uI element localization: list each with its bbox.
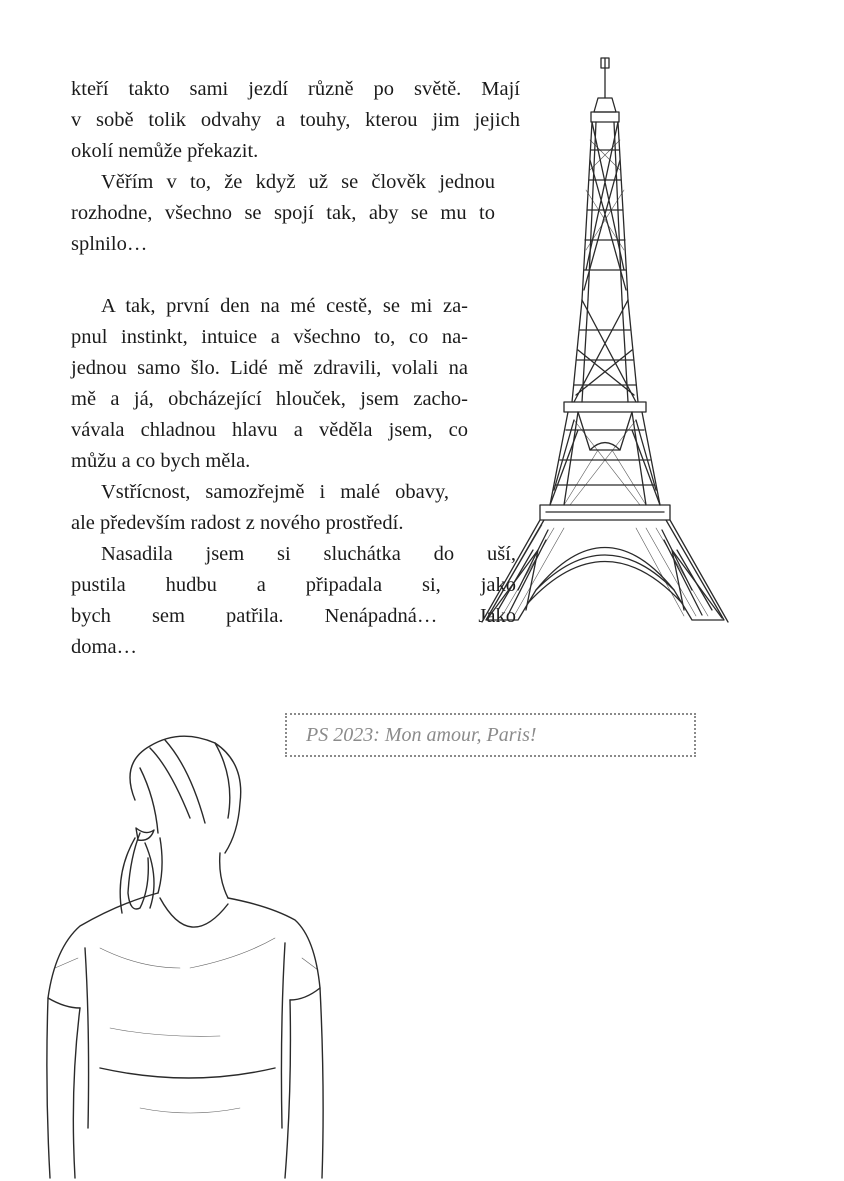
text-line: okolí nemůže překazit. bbox=[71, 140, 259, 162]
ps-note bbox=[285, 713, 696, 757]
text-line: rozhodne, všechno se spojí tak, aby se mu to bbox=[71, 202, 495, 224]
text-line: mě a já, obcházející hlouček, jsem zacho- bbox=[71, 388, 468, 410]
ps-note-text: PS 2023: Mon amour, Paris! bbox=[306, 724, 537, 746]
text-line: v sobě tolik odvahy a touhy, kterou jim jejich bbox=[71, 109, 520, 131]
text-line: ale především radost z nového prostředí. bbox=[71, 512, 404, 534]
text-line: splnilo… bbox=[71, 233, 148, 255]
text-line: pustila hudbu a připadala si, jako bbox=[71, 574, 516, 596]
text-line: doma… bbox=[71, 636, 138, 658]
paragraph-gap bbox=[71, 260, 520, 291]
eiffel-tower-illustration bbox=[478, 50, 732, 632]
text-line: A tak, první den na mé cestě, se mi za- bbox=[101, 295, 468, 317]
text-line: Věřím v to, že když už se člověk jednou bbox=[101, 171, 495, 193]
body-text bbox=[71, 74, 520, 663]
text-line: Vstřícnost, samozřejmě i malé obavy, bbox=[101, 481, 449, 503]
girl-back-illustration bbox=[40, 708, 340, 1181]
text-line: můžu a co bych měla. bbox=[71, 450, 251, 472]
text-line: pnul instinkt, intuice a všechno to, co na- bbox=[71, 326, 468, 348]
text-line: bych sem patřila. Nenápadná… Jako bbox=[71, 605, 516, 627]
text-line: jednou samo šlo. Lidé mě zdravili, volali na bbox=[71, 357, 468, 379]
text-line: Nasadila jsem si sluchátka do uší, bbox=[101, 543, 516, 565]
text-line: vávala chladnou hlavu a věděla jsem, co bbox=[71, 419, 468, 441]
text-line: kteří takto sami jezdí různě po světě. Mají bbox=[71, 78, 520, 100]
